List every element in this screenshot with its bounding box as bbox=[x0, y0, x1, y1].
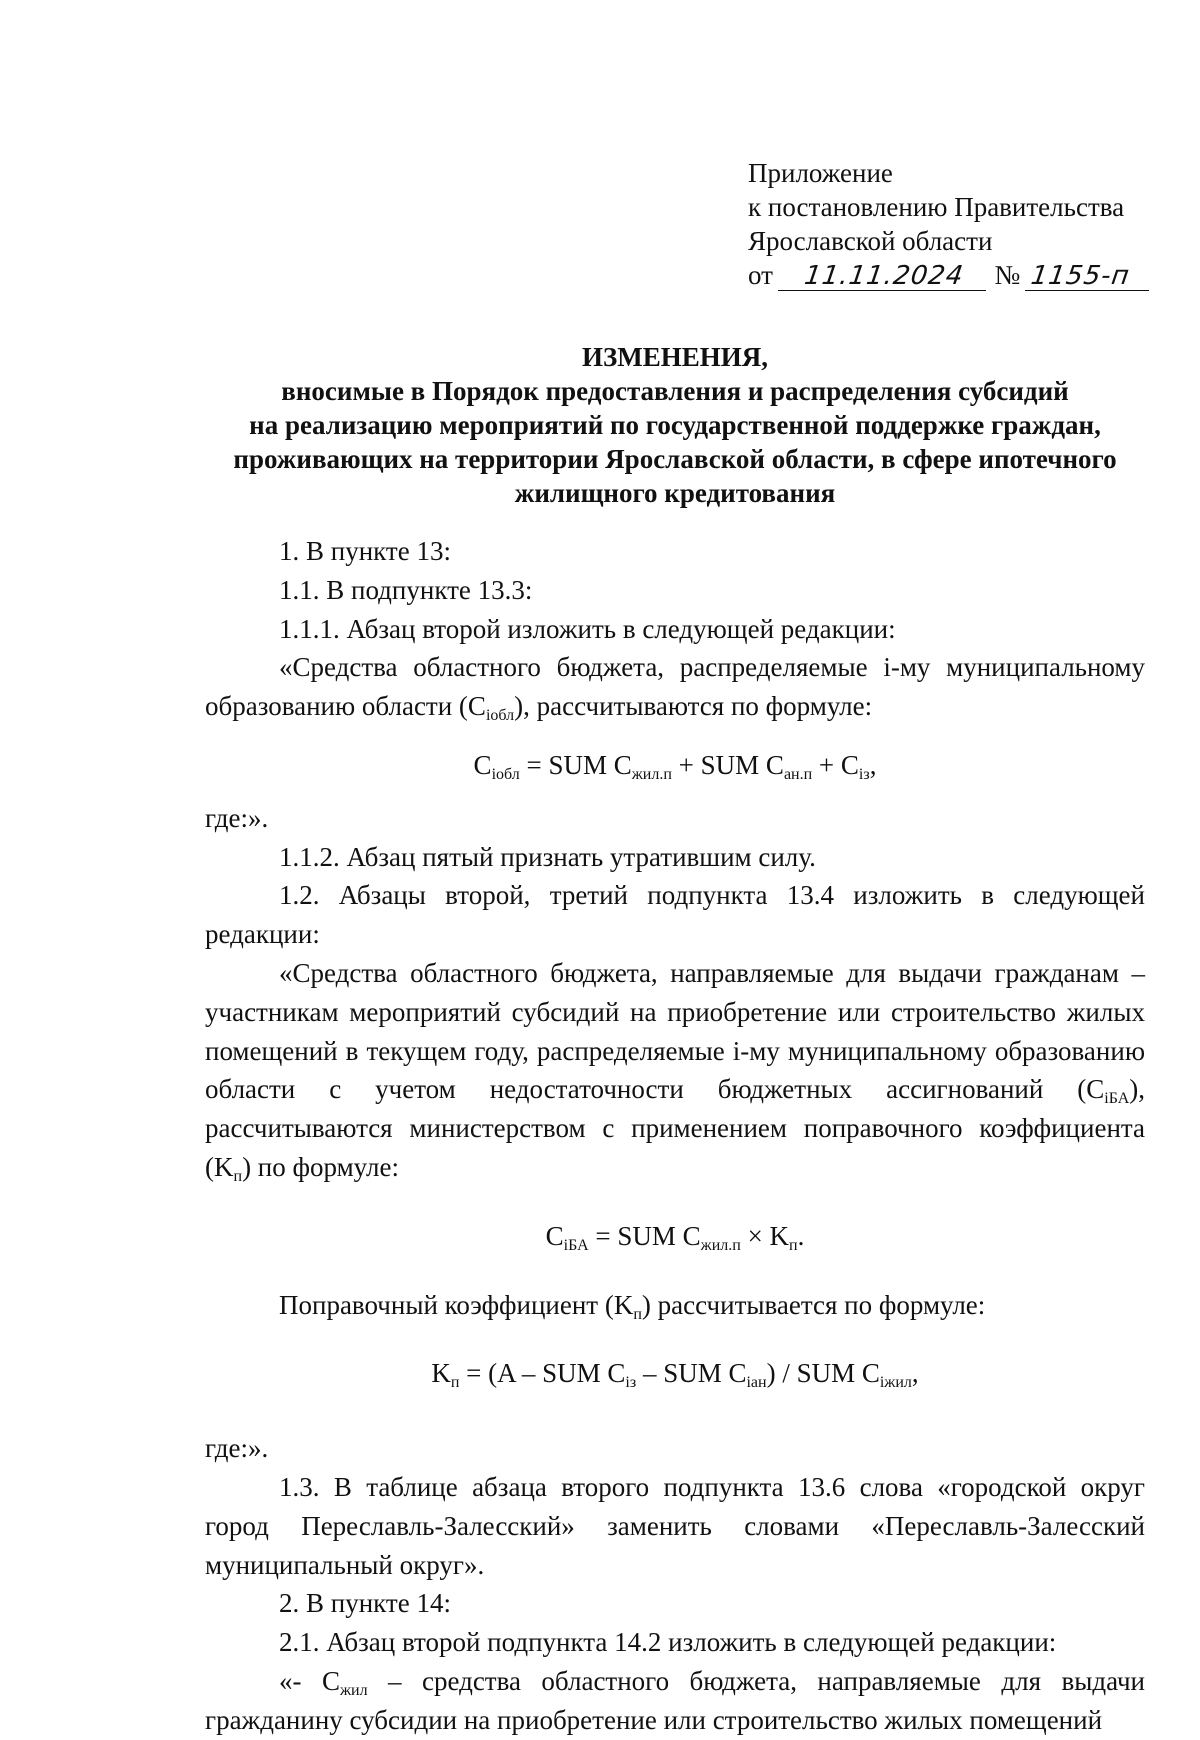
title-line: проживающих на территории Ярославской области, в сфере ипотечного bbox=[233, 444, 1117, 474]
title-line: на реализацию мероприятий по государственной поддержке граждан, bbox=[249, 410, 1101, 440]
paragraph: Поправочный коэффициент $(K_п)$ рассчитывается по формуле: bbox=[279, 1289, 986, 1323]
quoted-paragraph: «- $C_{жил}$ – средства областного бюджета, направляемые для выдачи гражданину субсидии на приобретение или строительство жилых помещений bbox=[205, 1665, 1145, 1735]
handwritten-date: 11.11.2024 bbox=[778, 262, 990, 291]
paragraph: 1.2. Абзацы второй, третий подпункта 13.4 изложить в следующей редакции: bbox=[205, 880, 1145, 950]
handwritten-number: 1155-п bbox=[1025, 262, 1153, 291]
paragraph: где:». bbox=[205, 1433, 269, 1464]
document-title bbox=[205, 340, 1145, 510]
appendix-block bbox=[748, 156, 1188, 292]
title-heading: ИЗМЕНЕНИЯ, bbox=[581, 342, 768, 372]
appendix-line: Приложение bbox=[748, 158, 893, 188]
appendix-line: Ярославской области bbox=[748, 226, 993, 256]
title-line: жилищного кредитования bbox=[514, 478, 836, 508]
quoted-paragraph: «Средства областного бюджета, направляемые для выдачи гражданам – участникам мероприятий субсидий на приобретение или строительство жилых помещений в текущем году, распределяемые i-му муниципальному образованию области с учетом недостаточности бюджетных ассигнований $(C_{iБА})$, рассчитываются министерством с применением поправочного коэффициента $(K_п)$ по формуле: bbox=[205, 957, 1145, 1185]
document-body bbox=[205, 532, 1145, 1740]
title-line: вносимые в Порядок предоставления и распределения субсидий bbox=[281, 376, 1069, 406]
formula-1: $C_{iобл}$ = SUM $C_{жил.п}$ + SUM $C_{ан.п} + C_{iз}$, bbox=[473, 749, 877, 783]
quoted-paragraph: «Средства областного бюджета, распределяемые i-му муниципальному образованию области $(C_{iобл})$, рассчитываются по формуле: bbox=[205, 652, 1145, 725]
paragraph: 2.1. Абзац второй подпункта 14.2 изложить в следующей редакции: bbox=[279, 1627, 1057, 1658]
paragraph: 1.3. В таблице абзаца второго подпункта 13.6 слова «городской округ город Переславль-Залесский» заменить словами «Переславль-Залесский муниципальный округ». bbox=[205, 1471, 1145, 1580]
number-label: № bbox=[994, 260, 1021, 290]
paragraph: где:». bbox=[205, 802, 269, 833]
paragraph: 2. В пункте 14: bbox=[279, 1588, 451, 1619]
paragraph: 1.1.2. Абзац пятый признать утратившим силу. bbox=[279, 841, 816, 872]
appendix-date-line bbox=[748, 258, 1188, 292]
formula-3: $K_п = (A$ – SUM $C_{iз}$ – SUM $C_{iан}$) / SUM $C_{iжил}$, bbox=[431, 1358, 919, 1392]
paragraph: 1.1. В подпункте 13.3: bbox=[279, 574, 533, 605]
from-label: от bbox=[748, 260, 773, 290]
paragraph: 1.1.1. Абзац второй изложить в следующей редакции: bbox=[279, 613, 896, 644]
appendix-line: к постановлению Правительства bbox=[748, 192, 1125, 222]
formula-2: $C_{iБА}$ = SUM $C_{жил.п} \times K_п$. bbox=[545, 1220, 805, 1254]
paragraph: 1. В пункте 13: bbox=[279, 536, 451, 566]
